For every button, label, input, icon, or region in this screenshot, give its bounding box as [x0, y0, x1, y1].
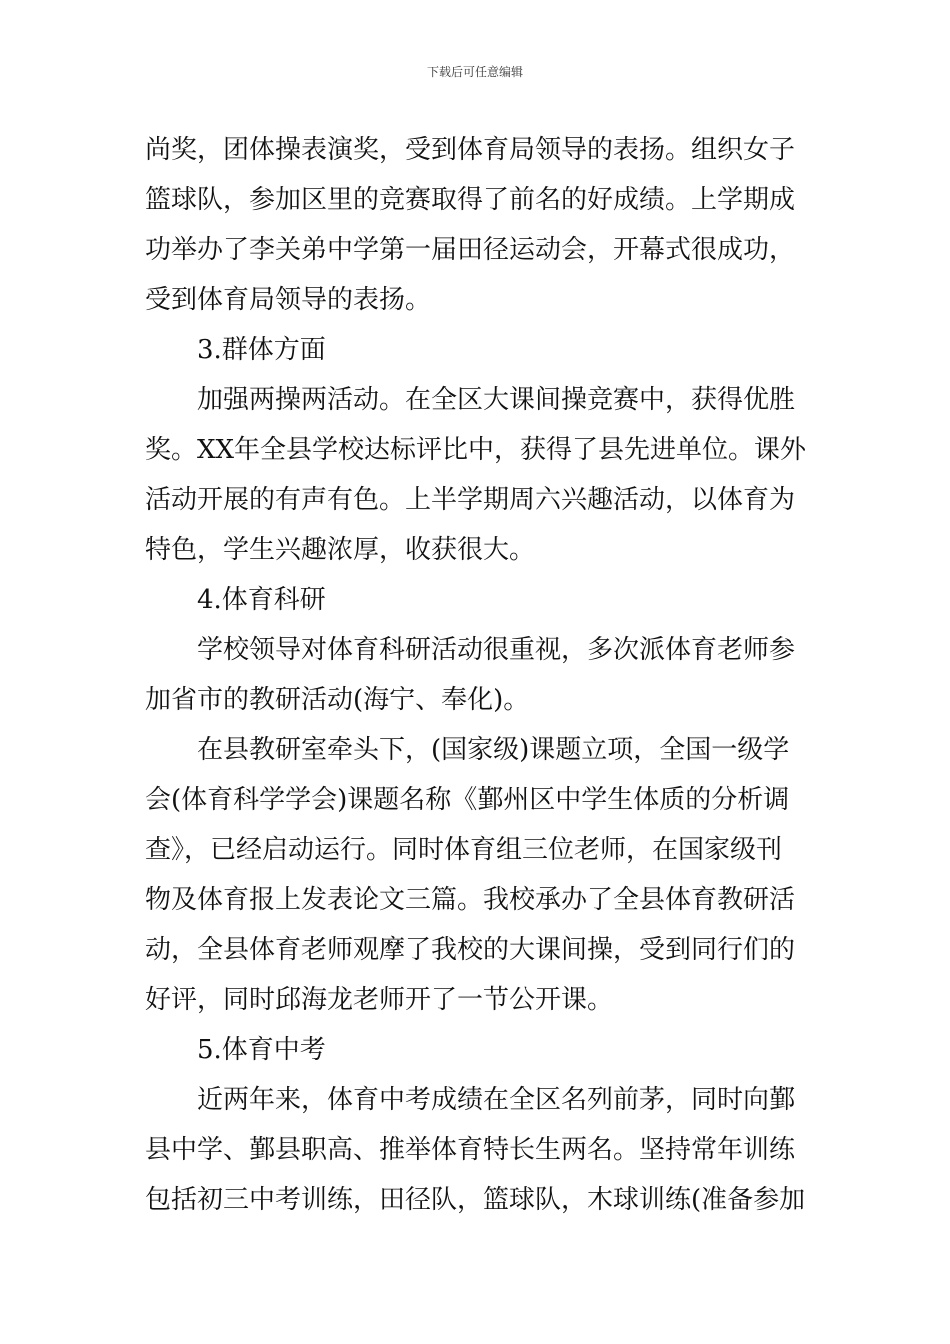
- text-line: 特色，学生兴趣浓厚，收获很大。: [145, 535, 536, 565]
- text-line: 活动开展的有声有色。上半学期周六兴趣活动，以体育为: [145, 485, 796, 515]
- text-line: 会(体育科学学会)课题名称《鄞州区中学生体质的分析调: [145, 785, 790, 815]
- page-header: 下载后可任意编辑: [426, 65, 523, 79]
- document-body: [145, 125, 815, 1225]
- text-line: 好评，同时邱海龙老师开了一节公开课。: [145, 985, 614, 1015]
- section-heading-sports-exam: 5.体育中考: [197, 1035, 326, 1065]
- section-heading-mass-sports: 3.群体方面: [197, 335, 326, 365]
- text-line: 加强两操两活动。在全区大课间操竞赛中，获得优胜: [197, 385, 796, 415]
- text-line: 学校领导对体育科研活动很重视，多次派体育老师参: [197, 635, 796, 665]
- text-line: 包括初三中考训练，田径队，篮球队，木球训练(准备参加: [145, 1185, 806, 1215]
- text-line: 奖。XX年全县学校达标评比中，获得了县先进单位。课外: [145, 435, 807, 465]
- text-line: 受到体育局领导的表扬。: [145, 285, 432, 315]
- text-line: 近两年来，体育中考成绩在全区名列前茅，同时向鄞: [197, 1085, 796, 1115]
- text-line: 在县教研室牵头下，(国家级)课题立项，全国一级学: [197, 735, 790, 765]
- text-line: 加省市的教研活动(海宁、奉化)。: [145, 685, 530, 715]
- text-line: 县中学、鄞县职高、推举体育特长生两名。坚持常年训练: [145, 1135, 796, 1165]
- text-line: 尚奖，团体操表演奖，受到体育局领导的表扬。组织女子: [145, 135, 796, 165]
- text-line: 物及体育报上发表论文三篇。我校承办了全县体育教研活: [145, 885, 796, 915]
- text-line: 篮球队，参加区里的竞赛取得了前名的好成绩。上学期成: [145, 185, 796, 215]
- text-line: 功举办了李关弟中学第一届田径运动会，开幕式很成功，: [145, 235, 796, 265]
- text-line: 查》，已经启动运行。同时体育组三位老师，在国家级刊: [145, 835, 783, 865]
- section-heading-sports-research: 4.体育科研: [197, 585, 326, 615]
- text-line: 动，全县体育老师观摩了我校的大课间操，受到同行们的: [145, 935, 796, 965]
